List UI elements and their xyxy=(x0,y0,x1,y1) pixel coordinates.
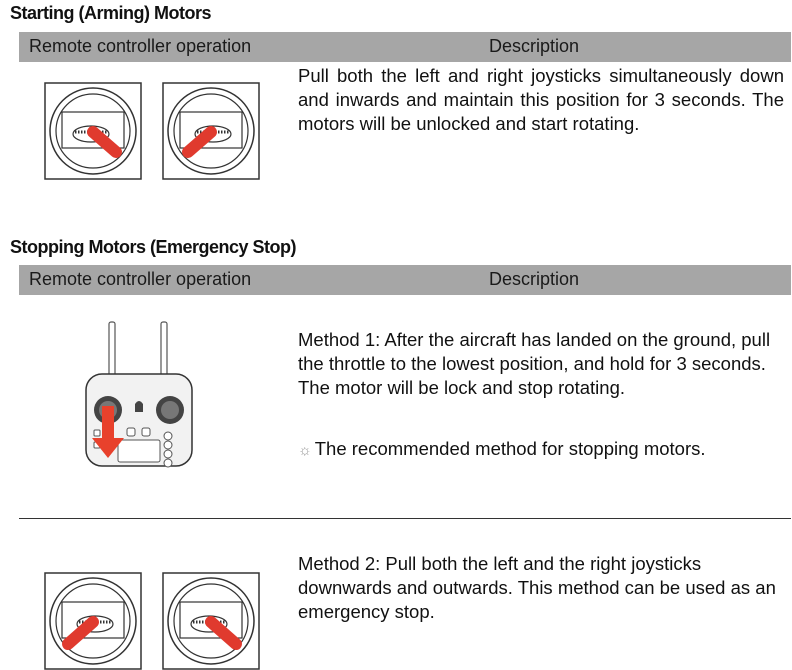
lightbulb-icon: ☼ xyxy=(298,442,312,459)
left-joystick-emergency-illustration xyxy=(44,572,142,670)
header-col-operation: Remote controller operation xyxy=(29,36,252,56)
method1-description: Method 1: After the aircraft has landed on the ground, pull the throttle to the lowest position, and hold for 3 seconds. The motor will be lock and stop rotating. xyxy=(298,329,771,398)
right-joystick-arming-illustration xyxy=(162,82,260,180)
table-header-arming xyxy=(19,32,791,62)
right-joystick-emergency-illustration xyxy=(162,572,260,670)
left-joystick-arming-illustration xyxy=(44,82,142,180)
method2-description: Method 2: Pull both the left and the right joysticks downwards and outwards. This method can be used as an emergency stop. xyxy=(298,553,776,622)
header-col-description: Description xyxy=(489,36,580,56)
section-title-arming: Starting (Arming) Motors xyxy=(10,3,211,23)
recommended-tip xyxy=(298,437,778,463)
arming-description: Pull both the left and right joysticks simultaneously down and inwards and maintain this position for 3 seconds. The motors will be unlocked and start rotating. xyxy=(298,65,784,134)
row-divider xyxy=(19,518,791,519)
table-header-stopping xyxy=(19,265,791,295)
header-col-operation: Remote controller operation xyxy=(29,269,252,289)
header-col-description: Description xyxy=(489,269,580,289)
remote-controller-illustration xyxy=(80,318,200,470)
section-title-stopping: Stopping Motors (Emergency Stop) xyxy=(10,237,297,257)
tip-text: The recommended method for stopping motors. xyxy=(314,438,706,459)
